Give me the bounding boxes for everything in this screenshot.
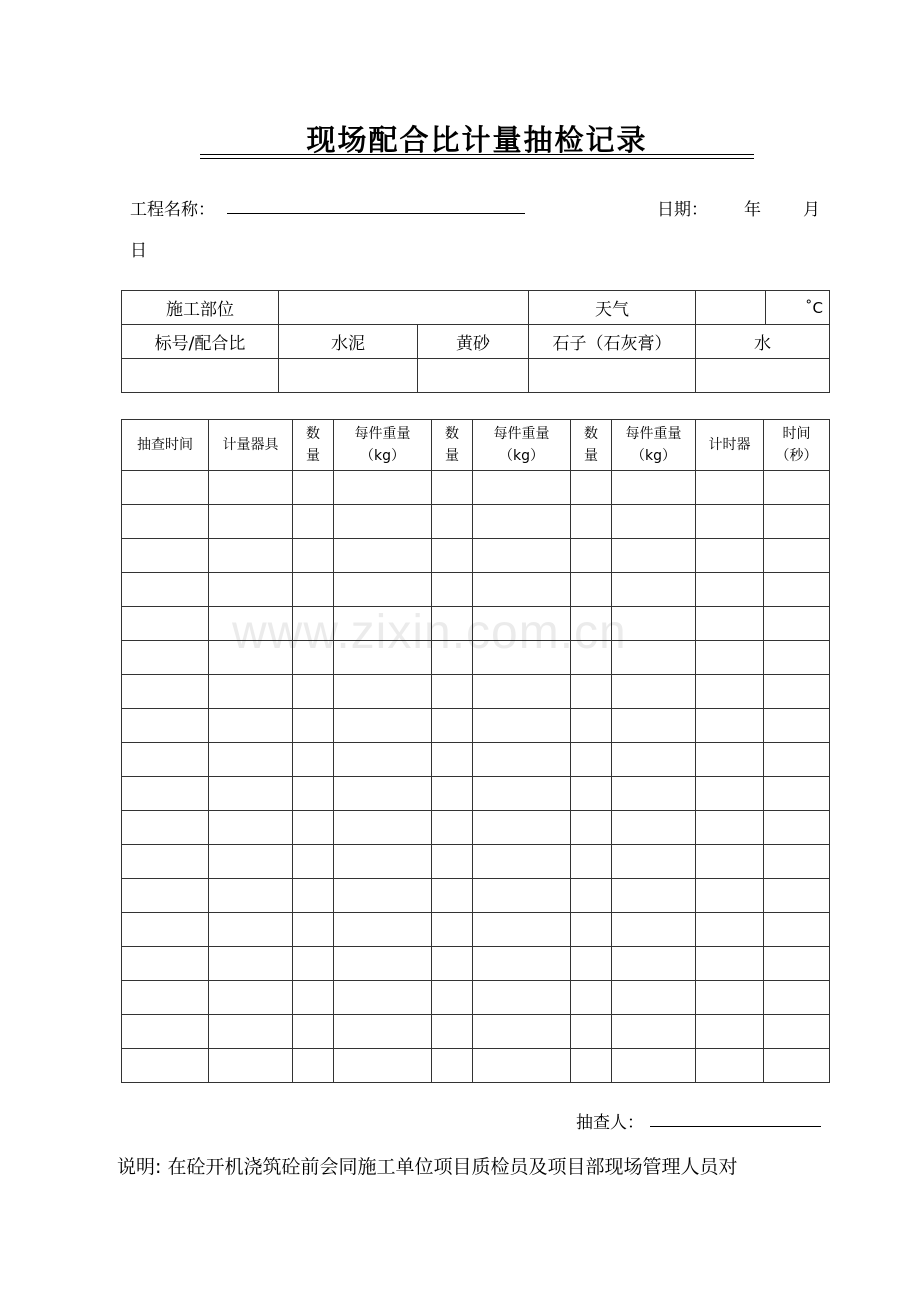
table-cell[interactable] — [764, 607, 830, 641]
table-cell[interactable] — [209, 539, 293, 573]
table-cell[interactable] — [764, 913, 830, 947]
table-cell[interactable] — [293, 981, 334, 1015]
column-header: 计时器 — [696, 420, 764, 471]
table-cell[interactable] — [764, 811, 830, 845]
table-cell[interactable] — [293, 573, 334, 607]
construction-part-cell[interactable] — [279, 291, 529, 325]
table-cell[interactable] — [764, 879, 830, 913]
temperature-unit: ˚C — [766, 291, 830, 325]
table-row — [122, 1015, 830, 1049]
title-underline — [200, 154, 754, 155]
table-cell[interactable] — [293, 471, 334, 505]
construction-part-label: 施工部位 — [122, 291, 279, 325]
table-cell[interactable] — [473, 1049, 571, 1083]
table-cell[interactable] — [122, 505, 209, 539]
table-row — [122, 743, 830, 777]
table-cell[interactable] — [209, 913, 293, 947]
table-cell[interactable] — [293, 505, 334, 539]
table-cell[interactable] — [571, 1049, 612, 1083]
table-cell[interactable] — [612, 777, 696, 811]
table-cell[interactable] — [334, 1049, 432, 1083]
table-cell[interactable] — [122, 777, 209, 811]
table-cell[interactable] — [432, 539, 473, 573]
table-cell[interactable] — [209, 777, 293, 811]
weather-cell[interactable] — [696, 291, 766, 325]
table-cell[interactable] — [293, 641, 334, 675]
table-cell[interactable] — [473, 777, 571, 811]
table-row — [122, 845, 830, 879]
table-cell[interactable] — [293, 709, 334, 743]
table-cell[interactable] — [209, 845, 293, 879]
table-cell[interactable] — [122, 607, 209, 641]
stone-value-cell[interactable] — [529, 359, 696, 393]
table-cell[interactable] — [334, 675, 432, 709]
table-cell[interactable] — [293, 777, 334, 811]
table-cell[interactable] — [293, 879, 334, 913]
table-cell[interactable] — [696, 1015, 764, 1049]
table-cell[interactable] — [432, 505, 473, 539]
water-value-cell[interactable] — [696, 359, 830, 393]
table-cell[interactable] — [612, 743, 696, 777]
table-cell[interactable] — [473, 471, 571, 505]
table-cell[interactable] — [571, 709, 612, 743]
table-cell[interactable] — [473, 641, 571, 675]
table-cell[interactable] — [334, 879, 432, 913]
table-cell[interactable] — [122, 709, 209, 743]
table-row — [122, 641, 830, 675]
table-row — [122, 913, 830, 947]
table-cell[interactable] — [122, 539, 209, 573]
table-cell[interactable] — [432, 709, 473, 743]
table-cell[interactable] — [122, 743, 209, 777]
table-cell[interactable] — [612, 573, 696, 607]
table-cell[interactable] — [209, 1015, 293, 1049]
table-cell[interactable] — [764, 1049, 830, 1083]
table-cell[interactable] — [122, 1049, 209, 1083]
table-cell[interactable] — [696, 471, 764, 505]
table-cell[interactable] — [612, 947, 696, 981]
table-cell[interactable] — [473, 573, 571, 607]
weather-label: 天气 — [529, 291, 696, 325]
table-cell[interactable] — [696, 641, 764, 675]
table-cell[interactable] — [432, 811, 473, 845]
table-cell[interactable] — [432, 845, 473, 879]
table-cell[interactable] — [209, 607, 293, 641]
table-cell[interactable] — [696, 675, 764, 709]
column-header: 每件重量 （kg） — [612, 420, 696, 471]
table-row — [122, 505, 830, 539]
table-cell[interactable] — [122, 675, 209, 709]
table-cell[interactable] — [122, 947, 209, 981]
year-label: 年 — [744, 200, 761, 220]
table-cell[interactable] — [122, 981, 209, 1015]
table-cell[interactable] — [473, 913, 571, 947]
table-cell[interactable] — [571, 1015, 612, 1049]
table-cell[interactable] — [122, 1015, 209, 1049]
table-cell[interactable] — [432, 1015, 473, 1049]
table-cell[interactable] — [612, 981, 696, 1015]
table-cell[interactable] — [473, 675, 571, 709]
table-cell[interactable] — [293, 607, 334, 641]
table-cell[interactable] — [473, 879, 571, 913]
table-cell[interactable] — [764, 845, 830, 879]
table-cell[interactable] — [764, 1015, 830, 1049]
table-row — [122, 607, 830, 641]
table-cell[interactable] — [696, 879, 764, 913]
table-cell[interactable] — [334, 1015, 432, 1049]
table-cell[interactable] — [612, 845, 696, 879]
table-cell[interactable] — [122, 811, 209, 845]
table-cell[interactable] — [473, 1015, 571, 1049]
table-cell[interactable] — [612, 607, 696, 641]
table-row — [122, 471, 830, 505]
table-row — [122, 981, 830, 1015]
table-cell[interactable] — [696, 1049, 764, 1083]
table-cell[interactable] — [764, 505, 830, 539]
table-cell[interactable] — [432, 675, 473, 709]
table-row — [122, 777, 830, 811]
mix-ratio-label: 标号/配合比 — [122, 325, 279, 359]
table-cell[interactable] — [473, 947, 571, 981]
table-cell[interactable] — [209, 811, 293, 845]
table-cell[interactable] — [696, 913, 764, 947]
table-cell[interactable] — [764, 981, 830, 1015]
table-cell[interactable] — [571, 471, 612, 505]
stone-header: 石子（石灰膏） — [529, 325, 696, 359]
table-cell[interactable] — [334, 573, 432, 607]
project-name-label: 工程名称： — [130, 200, 215, 220]
mix-info-table — [121, 290, 830, 393]
table-cell[interactable] — [432, 777, 473, 811]
table-row — [122, 675, 830, 709]
table-row — [122, 539, 830, 573]
table-cell[interactable] — [293, 845, 334, 879]
table-row — [122, 947, 830, 981]
table-cell[interactable] — [293, 1015, 334, 1049]
table-cell[interactable] — [122, 845, 209, 879]
table-cell[interactable] — [293, 947, 334, 981]
day-label: 日 — [130, 241, 147, 261]
table-cell[interactable] — [612, 709, 696, 743]
month-label: 月 — [803, 200, 820, 220]
cement-value-cell[interactable] — [279, 359, 418, 393]
table-cell[interactable] — [571, 981, 612, 1015]
table-cell[interactable] — [334, 913, 432, 947]
table-cell[interactable] — [432, 1049, 473, 1083]
table-cell[interactable] — [764, 539, 830, 573]
table-cell[interactable] — [293, 675, 334, 709]
table-cell[interactable] — [764, 777, 830, 811]
table-cell[interactable] — [293, 913, 334, 947]
table-cell[interactable] — [612, 811, 696, 845]
table-cell[interactable] — [473, 743, 571, 777]
table-cell[interactable] — [612, 539, 696, 573]
mix-value-cell[interactable] — [122, 359, 279, 393]
table-cell[interactable] — [764, 947, 830, 981]
table-cell[interactable] — [293, 539, 334, 573]
column-header: 时间 （秒） — [764, 420, 830, 471]
project-name-field[interactable] — [227, 213, 525, 214]
table-cell[interactable] — [122, 913, 209, 947]
table-cell[interactable] — [696, 573, 764, 607]
inspector-label: 抽查人： — [576, 1113, 644, 1133]
table-cell[interactable] — [764, 573, 830, 607]
table-cell[interactable] — [571, 845, 612, 879]
table-cell[interactable] — [334, 641, 432, 675]
table-cell[interactable] — [293, 743, 334, 777]
table-cell[interactable] — [334, 505, 432, 539]
table-cell[interactable] — [432, 879, 473, 913]
table-cell[interactable] — [571, 675, 612, 709]
table-cell[interactable] — [571, 743, 612, 777]
table-cell[interactable] — [696, 539, 764, 573]
table-cell[interactable] — [293, 811, 334, 845]
table-cell[interactable] — [334, 607, 432, 641]
table-cell[interactable] — [209, 981, 293, 1015]
table-cell[interactable] — [696, 505, 764, 539]
table-cell[interactable] — [696, 607, 764, 641]
table-cell[interactable] — [571, 879, 612, 913]
table-cell[interactable] — [209, 675, 293, 709]
table-cell[interactable] — [432, 913, 473, 947]
table-cell[interactable] — [696, 811, 764, 845]
table-cell[interactable] — [696, 845, 764, 879]
table-cell[interactable] — [696, 981, 764, 1015]
table-cell[interactable] — [764, 641, 830, 675]
table-cell[interactable] — [612, 913, 696, 947]
table-cell[interactable] — [334, 777, 432, 811]
table-cell[interactable] — [571, 777, 612, 811]
table-row — [122, 811, 830, 845]
inspector-signature-field[interactable] — [650, 1126, 821, 1127]
note-text: 说明: 在砼开机浇筑砼前会同施工单位项目质检员及项目部现场管理人员对 — [117, 1156, 738, 1178]
table-cell[interactable] — [122, 879, 209, 913]
table-cell[interactable] — [473, 811, 571, 845]
table-cell[interactable] — [571, 505, 612, 539]
document-title: 现场配合比计量抽检记录 — [306, 123, 648, 157]
table-cell[interactable] — [696, 709, 764, 743]
table-cell[interactable] — [209, 709, 293, 743]
date-label: 日期： — [657, 200, 708, 220]
table-cell[interactable] — [612, 675, 696, 709]
table-cell[interactable] — [209, 471, 293, 505]
table-row — [122, 1049, 830, 1083]
table-cell[interactable] — [473, 539, 571, 573]
table-cell[interactable] — [696, 777, 764, 811]
title-underline-thin — [200, 158, 754, 159]
table-header-row — [122, 420, 830, 471]
table-cell[interactable] — [571, 811, 612, 845]
table-cell[interactable] — [209, 947, 293, 981]
column-header: 每件重量 （kg） — [334, 420, 432, 471]
table-cell[interactable] — [764, 471, 830, 505]
column-header: 数 量 — [293, 420, 334, 471]
table-cell[interactable] — [764, 709, 830, 743]
table-cell[interactable] — [334, 981, 432, 1015]
cement-header: 水泥 — [279, 325, 418, 359]
table-cell[interactable] — [209, 879, 293, 913]
column-header: 计量器具 — [209, 420, 293, 471]
table-cell[interactable] — [473, 981, 571, 1015]
table-cell[interactable] — [571, 641, 612, 675]
table-cell[interactable] — [334, 539, 432, 573]
table-cell[interactable] — [432, 573, 473, 607]
table-cell[interactable] — [334, 811, 432, 845]
table-cell[interactable] — [334, 947, 432, 981]
table-cell[interactable] — [473, 845, 571, 879]
table-row — [122, 879, 830, 913]
table-cell[interactable] — [696, 743, 764, 777]
table-cell[interactable] — [432, 981, 473, 1015]
table-cell[interactable] — [473, 607, 571, 641]
table-cell[interactable] — [334, 845, 432, 879]
table-cell[interactable] — [334, 709, 432, 743]
table-cell[interactable] — [209, 1049, 293, 1083]
table-row — [122, 709, 830, 743]
table-cell[interactable] — [122, 573, 209, 607]
table-cell[interactable] — [473, 505, 571, 539]
table-cell[interactable] — [571, 913, 612, 947]
table-cell[interactable] — [334, 743, 432, 777]
table-cell[interactable] — [432, 743, 473, 777]
table-cell[interactable] — [432, 641, 473, 675]
table-cell[interactable] — [122, 471, 209, 505]
table-cell[interactable] — [432, 471, 473, 505]
table-cell[interactable] — [612, 1015, 696, 1049]
table-cell[interactable] — [334, 471, 432, 505]
table-cell[interactable] — [764, 675, 830, 709]
sand-header: 黄砂 — [418, 325, 529, 359]
table-cell[interactable] — [612, 505, 696, 539]
column-header: 数 量 — [432, 420, 473, 471]
table-cell[interactable] — [571, 607, 612, 641]
table-cell[interactable] — [293, 1049, 334, 1083]
table-cell[interactable] — [432, 607, 473, 641]
table-cell[interactable] — [612, 1049, 696, 1083]
table-cell[interactable] — [571, 947, 612, 981]
column-header: 数 量 — [571, 420, 612, 471]
table-cell[interactable] — [612, 641, 696, 675]
table-cell[interactable] — [473, 709, 571, 743]
table-cell[interactable] — [209, 743, 293, 777]
table-row — [122, 573, 830, 607]
column-header: 每件重量 （kg） — [473, 420, 571, 471]
spot-check-table — [121, 419, 830, 1083]
table-cell[interactable] — [209, 505, 293, 539]
sand-value-cell[interactable] — [418, 359, 529, 393]
table-cell[interactable] — [571, 573, 612, 607]
table-cell[interactable] — [209, 573, 293, 607]
table-cell[interactable] — [696, 947, 764, 981]
table-cell[interactable] — [432, 947, 473, 981]
water-header: 水 — [696, 325, 830, 359]
column-header: 抽查时间 — [122, 420, 209, 471]
table-cell[interactable] — [209, 641, 293, 675]
table-cell[interactable] — [612, 879, 696, 913]
table-cell[interactable] — [571, 539, 612, 573]
watermark-text: www.zixin.com.cn — [232, 606, 627, 659]
table-cell[interactable] — [122, 641, 209, 675]
table-cell[interactable] — [764, 743, 830, 777]
table-cell[interactable] — [612, 471, 696, 505]
